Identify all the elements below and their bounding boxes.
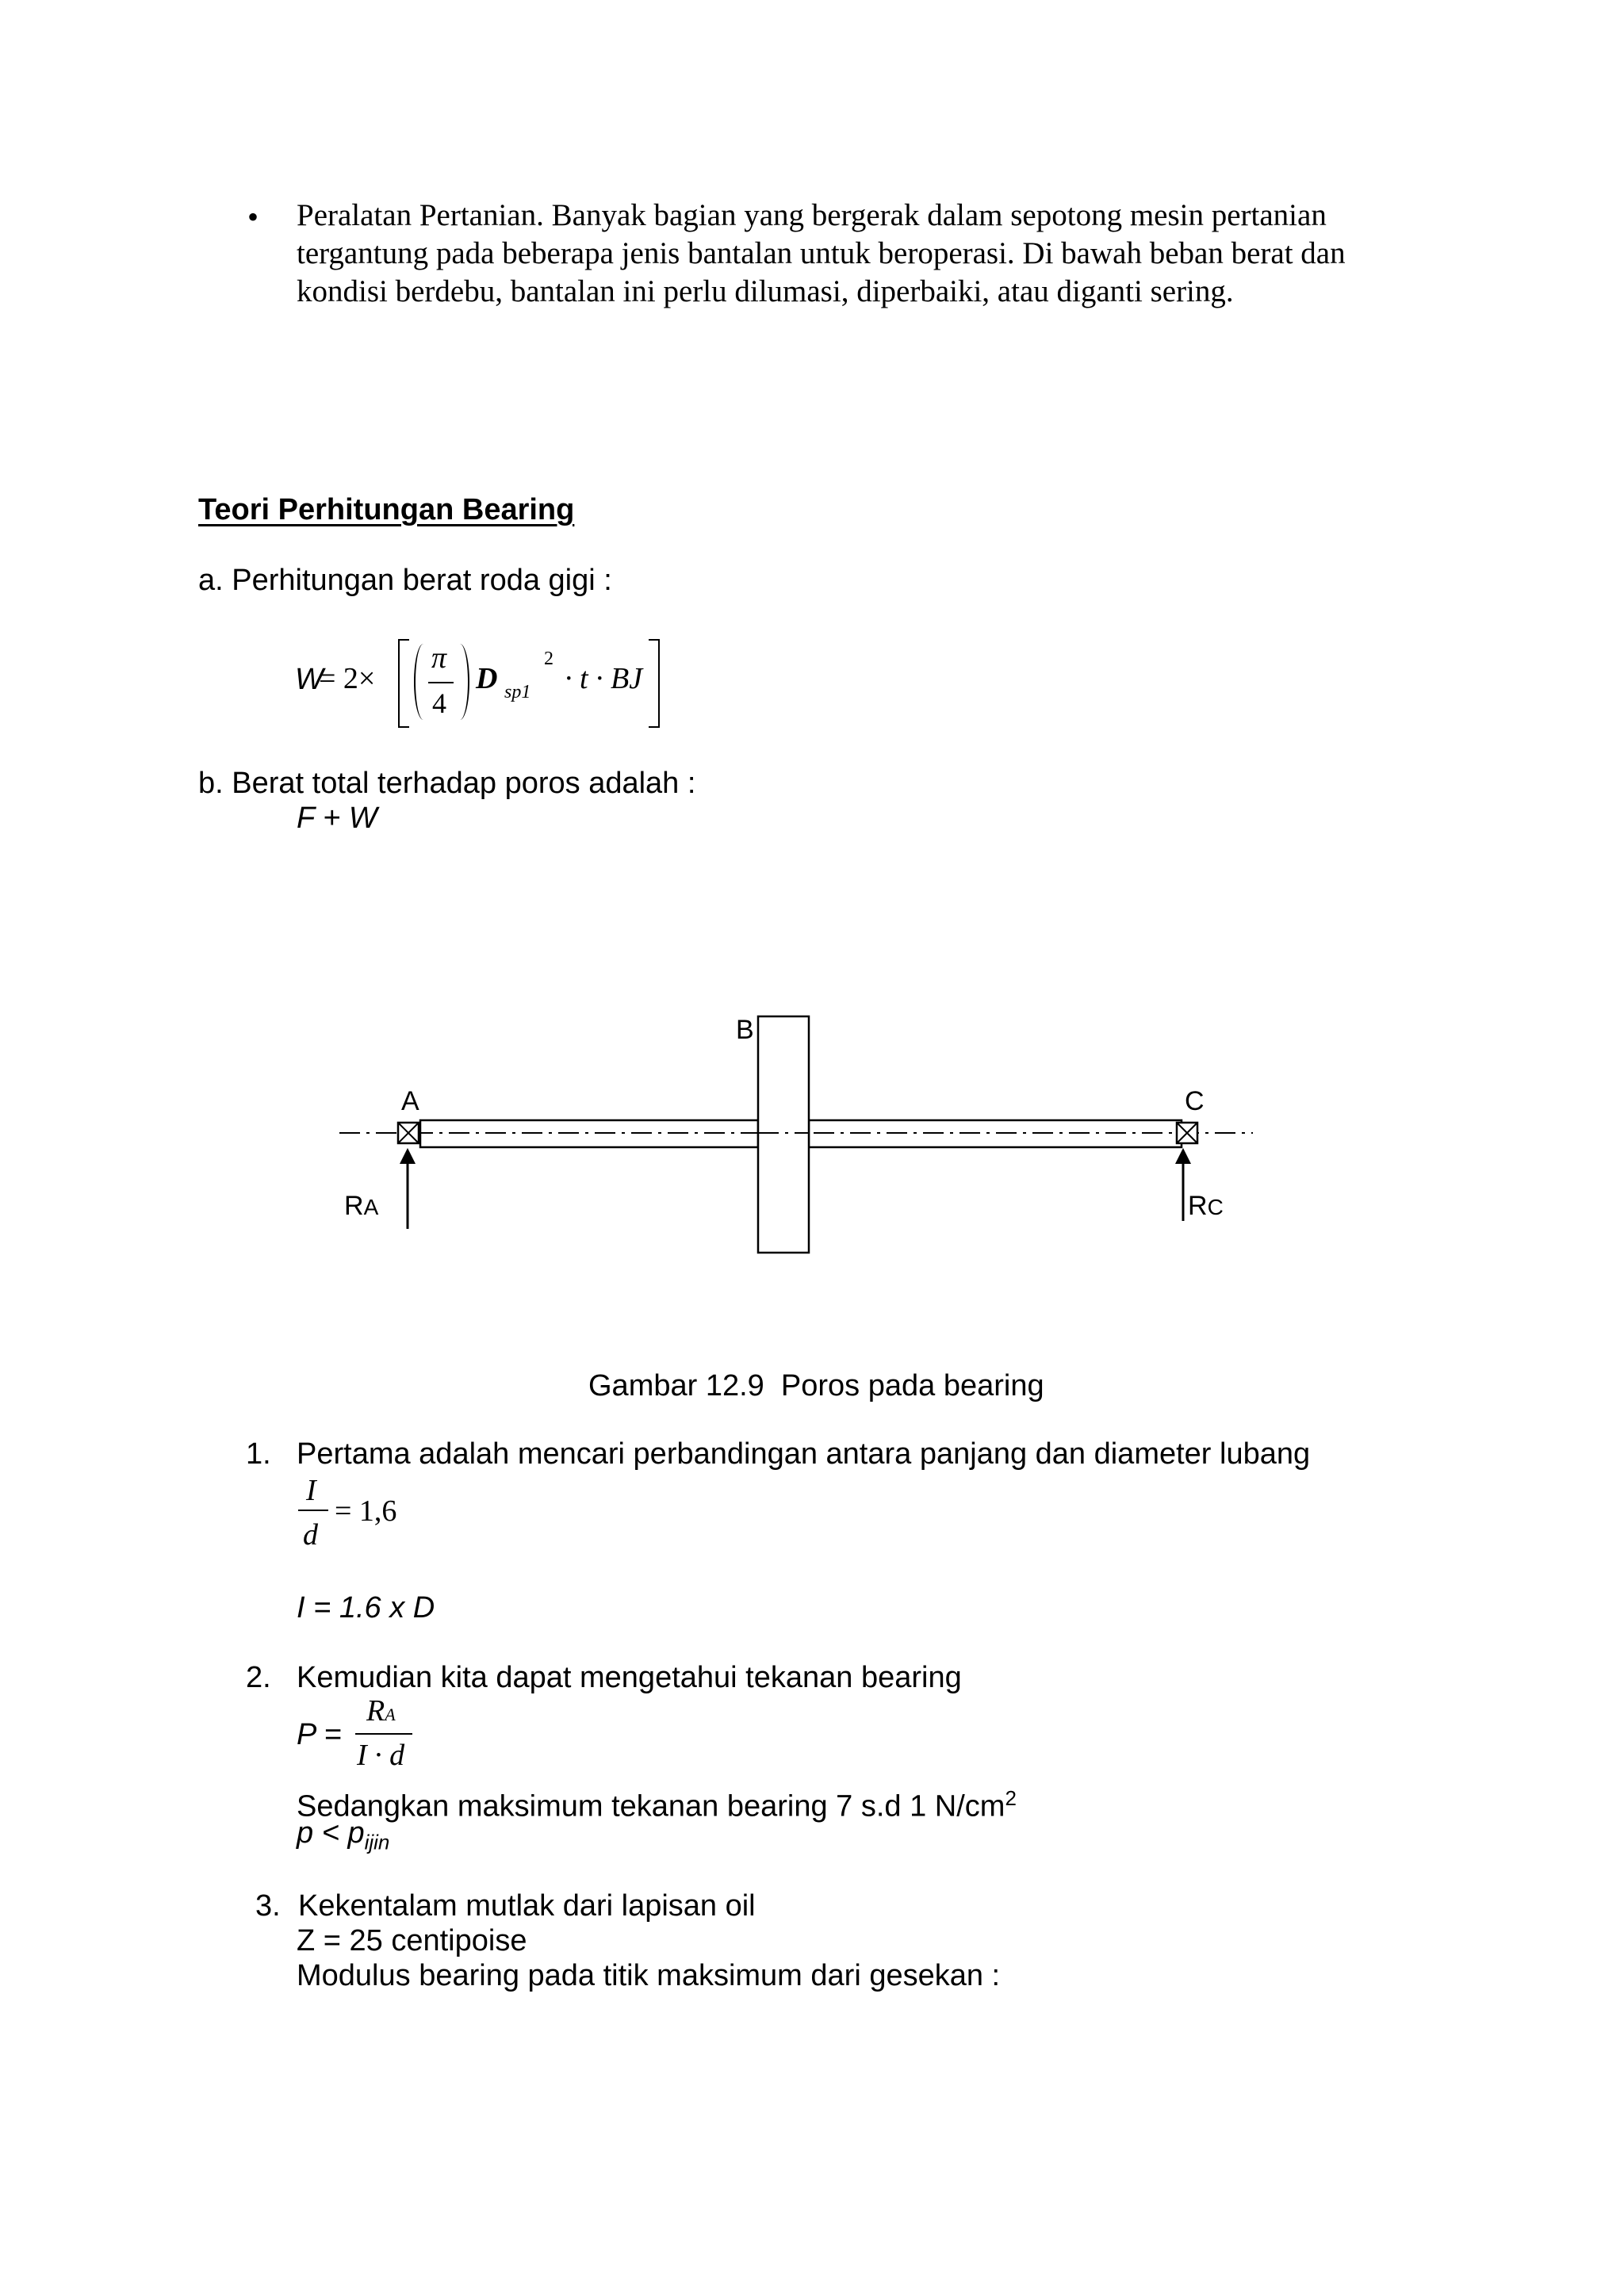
step-2-max <box>297 1781 1017 1824</box>
step-2-frac-line <box>355 1733 412 1735</box>
step-2-lhs: P = <box>297 1718 342 1751</box>
step-3-z: Z = 25 centipoise <box>297 1924 527 1957</box>
reaction-arrowhead-a <box>400 1148 416 1164</box>
figure-caption: Gambar 12.9 Poros pada bearing <box>588 1369 1044 1402</box>
label-ra-sub: A <box>363 1195 379 1219</box>
step-2-cond-sub: ijin <box>364 1830 390 1854</box>
gear-b <box>758 1016 809 1253</box>
label-c: C <box>1185 1086 1205 1116</box>
step-1-frac-rhs: = 1,6 <box>335 1494 397 1528</box>
step-2-den: I · d <box>357 1739 405 1772</box>
reaction-arrowhead-c <box>1175 1148 1191 1164</box>
bullet-dot: • <box>247 199 259 235</box>
step-1-number: 1. <box>246 1437 271 1471</box>
bullet-line-1: Peralatan Pertanian. Banyak bagian yang bergerak dalam sepotong mesin pertanian <box>297 198 1327 232</box>
step-2-condition <box>297 1816 389 1860</box>
section-heading: Teori Perhitungan Bearing <box>198 493 575 526</box>
item-b-label: b. Berat total terhadap poros adalah : <box>198 767 696 800</box>
label-a: A <box>401 1086 419 1116</box>
formula-w-D: D <box>476 662 498 695</box>
step-2-max-text: Sedangkan maksimum tekanan bearing 7 s.d 1 N/cm <box>297 1789 1005 1823</box>
label-ra-r: R <box>344 1191 364 1221</box>
item-b-formula: F + W <box>297 802 377 835</box>
step-3-modulus: Modulus bearing pada titik maksimum dari gesekan : <box>297 1959 1001 1992</box>
step-2-max-sup: 2 <box>1005 1786 1017 1810</box>
step-2-number: 2. <box>246 1661 271 1694</box>
step-2-num-r: R <box>366 1694 385 1728</box>
step-1-frac-num: I <box>306 1474 316 1507</box>
step-1-text: Pertama adalah mencari perbandingan antara panjang dan diameter lubang <box>297 1437 1311 1471</box>
step-3-number: 3. <box>255 1889 281 1923</box>
step-1-equation <box>297 1590 435 1625</box>
formula-w-eq: = 2× <box>319 662 376 695</box>
label-ra <box>344 1191 378 1222</box>
formula-w-pi: π <box>431 641 447 675</box>
bullet-line-3: kondisi berdebu, bantalan ini perlu dilumasi, diperbaiki, atau diganti sering. <box>297 274 1234 308</box>
formula-w-sub: sp1 <box>504 682 531 702</box>
step-2-cond-text: p < p <box>297 1816 365 1850</box>
step-2-num-sub: A <box>385 1705 396 1724</box>
bullet-line-2: tergantung pada beberapa jenis bantalan untuk beroperasi. Di bawah beban berat dan <box>297 236 1346 270</box>
formula-w-exp: 2 <box>544 649 553 669</box>
step-1-equation-text: I = 1.6 x D <box>297 1591 435 1624</box>
formula-w-four: 4 <box>432 687 446 719</box>
item-a-label: a. Perhitungan berat roda gigi : <box>198 564 612 597</box>
label-rc <box>1188 1191 1224 1222</box>
label-rc-sub: C <box>1207 1195 1224 1219</box>
label-rc-r: R <box>1188 1191 1208 1221</box>
step-3-text: Kekentalam mutlak dari lapisan oil <box>298 1889 756 1923</box>
formula-w-rest: · t · BJ <box>565 662 643 695</box>
step-1-frac-den: d <box>303 1518 318 1552</box>
step-2-text: Kemudian kita dapat mengetahui tekanan bearing <box>297 1661 962 1694</box>
formula-w-lhs: W <box>295 663 324 696</box>
step-1-frac-line <box>298 1510 328 1511</box>
label-b: B <box>736 1015 754 1045</box>
step-2-num <box>366 1693 396 1728</box>
